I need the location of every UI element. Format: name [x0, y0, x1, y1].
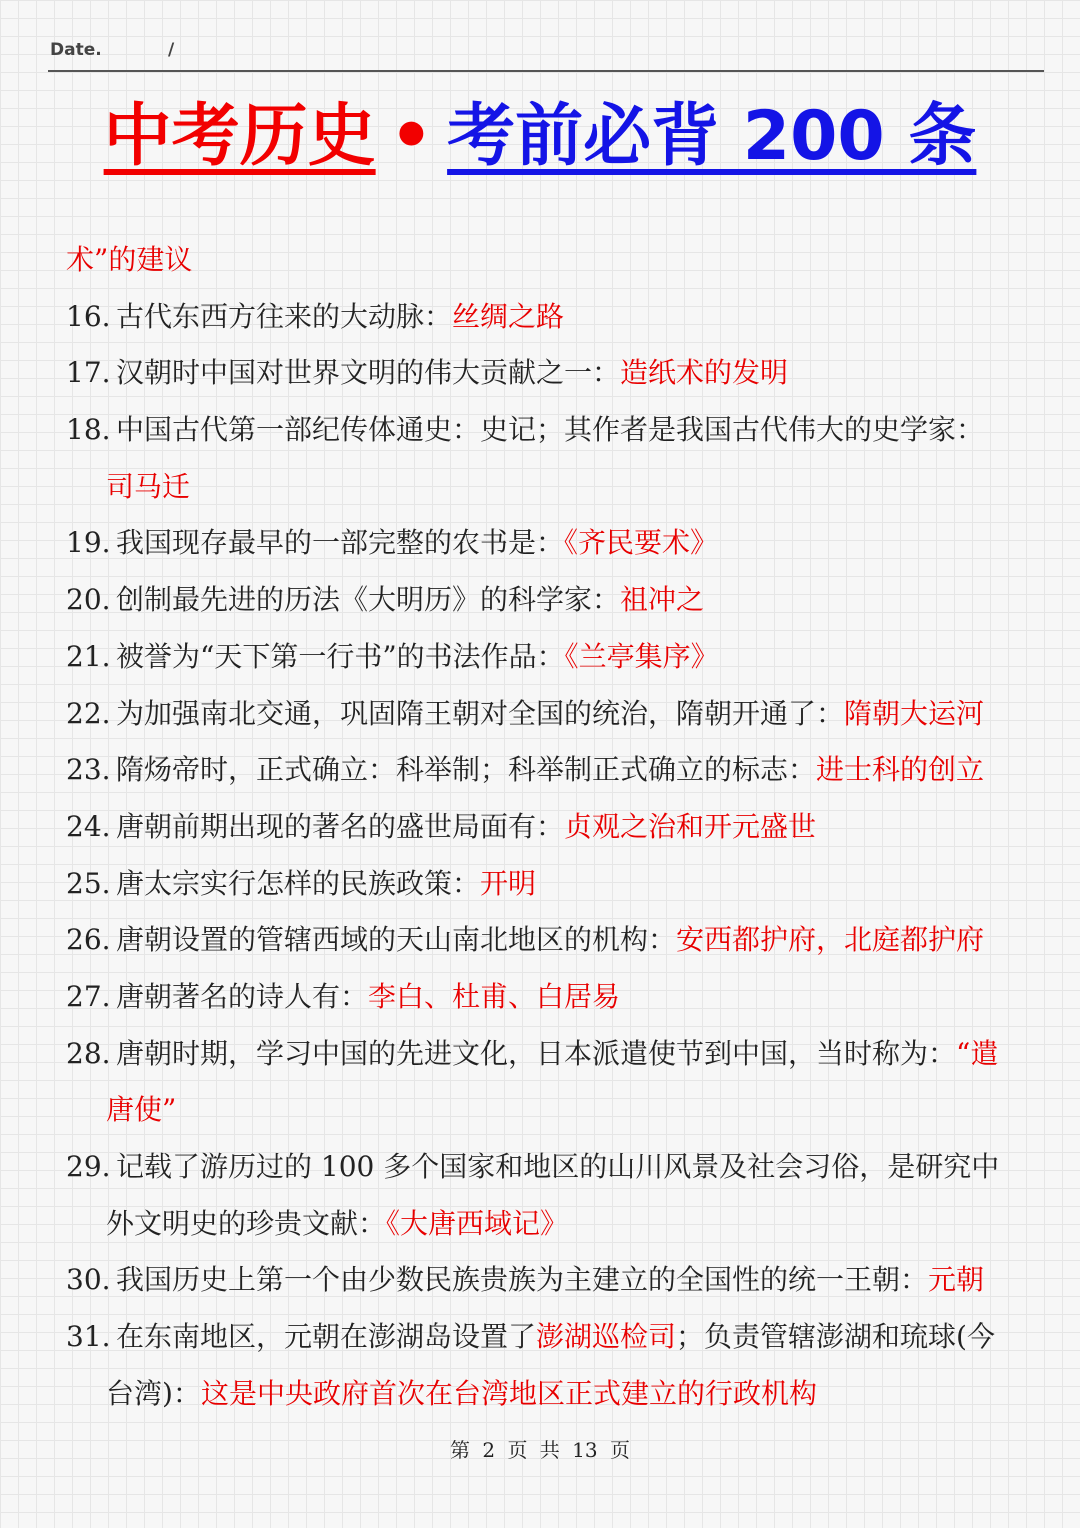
list-item	[66, 686, 1018, 743]
item-number: 16.	[66, 299, 111, 333]
item-question: 创制最先进的历法《大明历》的科学家：	[116, 583, 621, 617]
item-number: 26.	[66, 923, 111, 957]
item-answer: 元朝	[928, 1263, 985, 1297]
item-answer: 《齐民要术》	[564, 526, 719, 560]
item-answer: 祖冲之	[620, 583, 705, 617]
list-item	[66, 1196, 1018, 1253]
list-item	[66, 912, 1018, 969]
list-item	[66, 232, 1018, 289]
item-question: 外文明史的珍贵文献：	[106, 1206, 387, 1240]
item-answer: 唐使”	[106, 1093, 177, 1127]
item-question: 古代东西方往来的大动脉：	[116, 299, 453, 333]
item-question: 台湾)：	[106, 1376, 201, 1410]
list-item	[66, 1366, 1018, 1423]
item-number: 27.	[66, 979, 111, 1013]
list-item	[66, 515, 1018, 572]
date-label: Date.	[50, 40, 102, 60]
list-item	[66, 289, 1018, 346]
item-question: 我国现存最早的一部完整的农书是：	[116, 526, 565, 560]
page-title	[0, 92, 1080, 182]
item-number: 20.	[66, 583, 111, 617]
page-number: 第 2 页 共 13 页	[450, 1438, 630, 1462]
item-number: 21.	[66, 639, 111, 673]
item-number: 22.	[66, 696, 111, 730]
list-item	[66, 459, 1018, 516]
item-number: 28.	[66, 1036, 111, 1070]
title-subject: 中考历史	[103, 97, 376, 176]
title-separator: •	[389, 97, 434, 176]
item-number: 31.	[66, 1320, 111, 1354]
list-item	[66, 1026, 1018, 1083]
list-item	[66, 1082, 1018, 1139]
list-item	[66, 1252, 1018, 1309]
list-item	[66, 742, 1018, 799]
item-answer: 《大唐西域记》	[386, 1206, 569, 1240]
item-question: 唐太宗实行怎样的民族政策：	[116, 866, 481, 900]
item-answer: “遣	[956, 1036, 999, 1070]
item-question: 在东南地区，元朝在澎湖岛设置了	[116, 1320, 537, 1354]
item-number: 30.	[66, 1263, 111, 1297]
item-question: 唐朝著名的诗人有：	[116, 979, 369, 1013]
item-number: 17.	[66, 356, 111, 390]
list-item	[66, 799, 1018, 856]
item-answer: 开明	[480, 866, 537, 900]
list-item	[66, 345, 1018, 402]
item-question: 记载了游历过的 100 多个国家和地区的山川风景及社会习俗，是研究中	[116, 1150, 1000, 1183]
item-number: 23.	[66, 753, 111, 787]
item-answer: 《兰亭集序》	[564, 639, 719, 673]
item-question: 中国古代第一部纪传体通史：史记；其作者是我国古代伟大的史学家：	[116, 413, 985, 447]
item-question: 被誉为“天下第一行书”的书法作品：	[116, 639, 565, 673]
item-answer: 术”的建议	[66, 243, 193, 276]
list-item	[66, 856, 1018, 913]
item-answer: 进士科的创立	[816, 753, 985, 787]
item-answer: 贞观之治和开元盛世	[564, 809, 817, 843]
item-question: 唐朝时期，学习中国的先进文化，日本派遣使节到中国，当时称为：	[116, 1036, 957, 1070]
item-answer: 李白、杜甫、白居易	[368, 979, 621, 1013]
item-answer: 安西都护府，北庭都护府	[676, 923, 985, 957]
item-answer: 丝绸之路	[452, 299, 565, 333]
list-item	[66, 572, 1018, 629]
item-answer: 隋朝大运河	[844, 696, 985, 730]
item-question: 汉朝时中国对世界文明的伟大贡献之一：	[116, 356, 621, 390]
title-topic: 考前必背 200 条	[447, 97, 977, 176]
item-question: 隋炀帝时，正式确立：科举制；科举制正式确立的标志：	[116, 753, 817, 787]
item-number: 25.	[66, 866, 111, 900]
item-number: 29.	[66, 1150, 111, 1183]
item-question: 唐朝设置的管辖西域的天山南北地区的机构：	[116, 923, 677, 957]
item-question: 唐朝前期出现的著名的盛世局面有：	[116, 809, 565, 843]
header-divider	[48, 70, 1044, 72]
fact-list	[66, 232, 1018, 1422]
list-item	[66, 402, 1018, 459]
item-question: 我国历史上第一个由少数民族贵族为主建立的全国性的统一王朝：	[116, 1263, 929, 1297]
item-question-tail: ；负责管辖澎湖和琉球(今	[676, 1320, 995, 1354]
list-item	[66, 1139, 1018, 1196]
item-answer: 司马迁	[106, 469, 191, 503]
item-number: 19.	[66, 526, 111, 560]
item-number: 18.	[66, 413, 111, 447]
item-answer: 造纸术的发明	[620, 356, 789, 390]
list-item	[66, 629, 1018, 686]
item-question: 为加强南北交通，巩固隋王朝对全国的统治，隋朝开通了：	[116, 696, 845, 730]
date-slash: /	[168, 40, 175, 60]
item-number: 24.	[66, 809, 111, 843]
item-answer: 澎湖巡检司	[536, 1320, 677, 1354]
list-item	[66, 1309, 1018, 1366]
list-item	[66, 969, 1018, 1026]
item-answer: 这是中央政府首次在台湾地区正式建立的行政机构	[200, 1376, 817, 1410]
